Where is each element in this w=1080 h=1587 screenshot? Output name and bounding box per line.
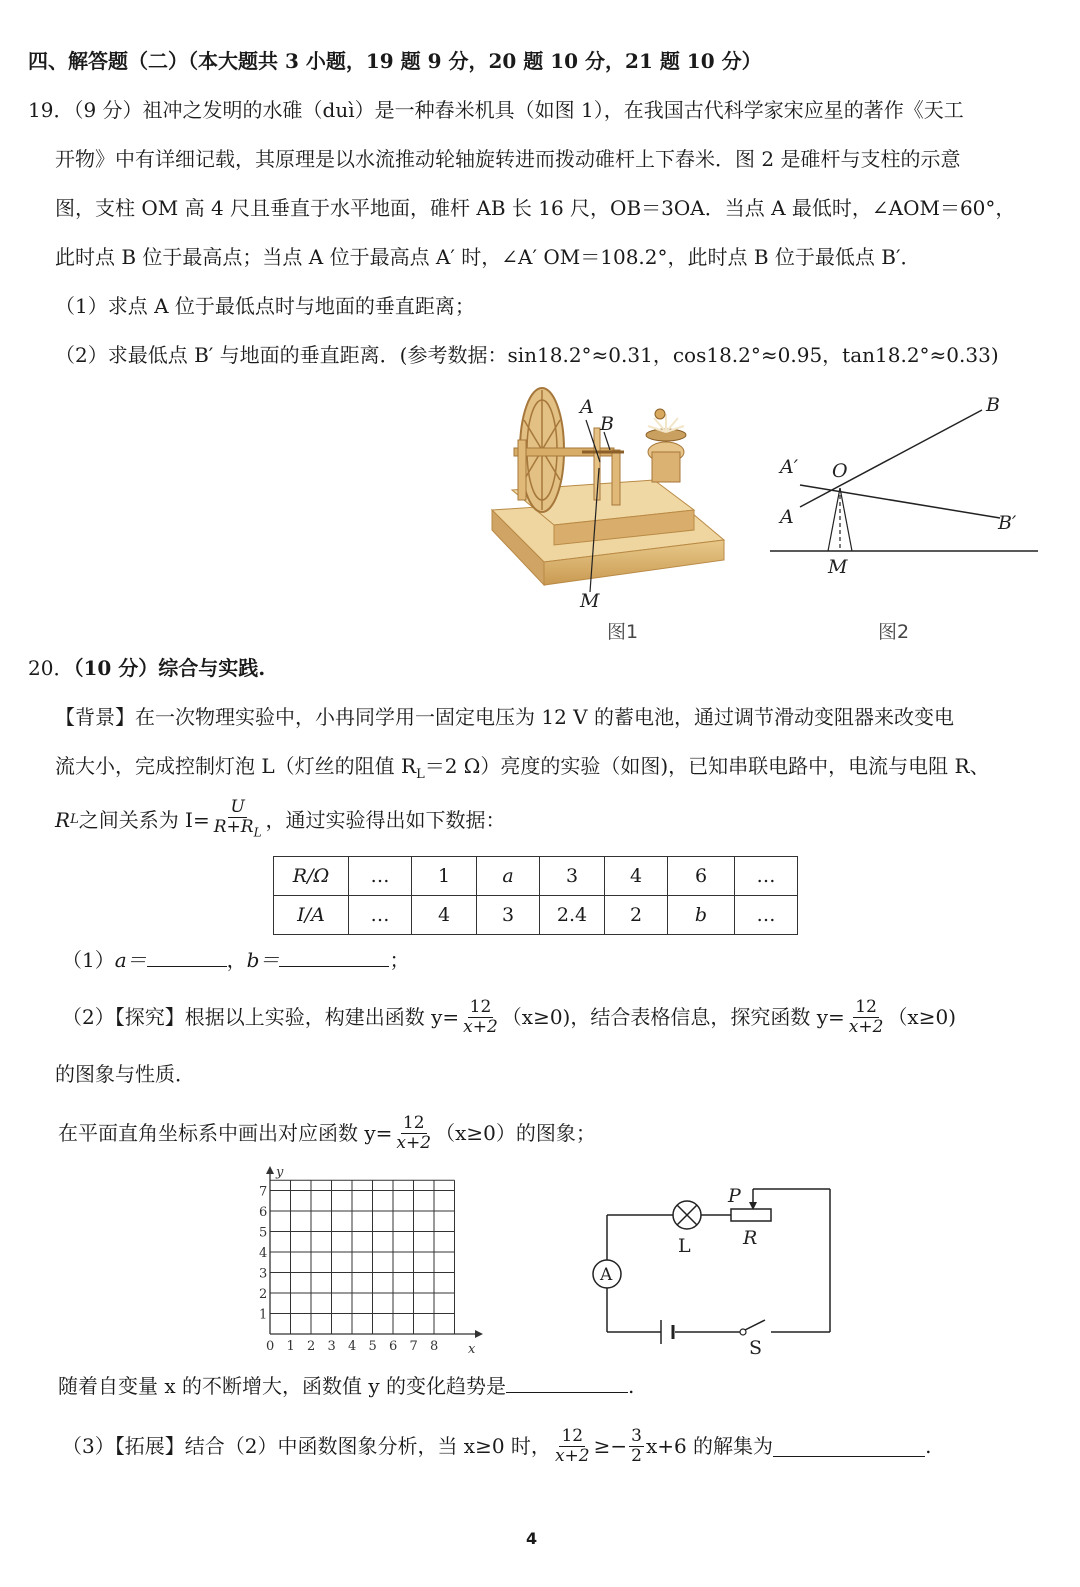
table-row [274, 896, 798, 935]
table-cell: R/Ω [274, 857, 349, 896]
q20-relation-text: 之间关系为 I= [78, 808, 210, 832]
c1-fraction [394, 1114, 433, 1153]
formula-denominator-sub: L [253, 825, 262, 840]
circuit-label-resistor: R [743, 1227, 758, 1249]
grid-x-tick: 8 [430, 1339, 439, 1354]
rod-ab [800, 410, 982, 507]
circuit-label-switch: S [749, 1337, 763, 1359]
answer-blank-b[interactable] [279, 946, 389, 967]
table-cell: 2 [605, 896, 668, 935]
grid-y-tick: 1 [259, 1307, 268, 1323]
q20-part2-line2: 的图象与性质． [55, 1062, 195, 1086]
part3-fraction-2 [629, 1427, 644, 1466]
c1-tail: （x≥0）的图象； [435, 1121, 596, 1145]
c2-text: 随着自变量 x 的不断增大，函数值 y 的变化趋势是 [58, 1374, 507, 1398]
q20-sub-c1 [58, 1108, 596, 1158]
resistor-icon [731, 1209, 771, 1221]
fig2-label-b-prime: B′ [998, 512, 1017, 534]
grid-y-tick: 4 [259, 1246, 268, 1261]
q20-bg-tag: 【背景】 [55, 705, 135, 729]
q20-bg-line3 [55, 795, 506, 845]
q20-relation-tail: ，通过实验得出如下数据： [265, 808, 506, 832]
q20-sub-c2 [58, 1372, 634, 1400]
coordinate-grid[interactable] [250, 1162, 490, 1362]
fig2-label-m: M [828, 556, 848, 578]
table-cell: 3 [477, 896, 540, 935]
table-cell: … [735, 857, 798, 896]
q20-bg-text-2b: ＝2 Ω）亮度的实验（如图)，已知串联电路中，电流与电阻 R、 [424, 754, 990, 778]
part1-prefix: （1） [62, 948, 115, 972]
part1-a-label: a＝ [114, 948, 147, 972]
grid-x-tick: 4 [348, 1339, 357, 1354]
fraction-numerator: 12 [561, 1425, 584, 1446]
q19-line4: 此时点 B 位于最高点；当点 A 位于最高点 A′ 时，∠A′ OM＝108.2°，此时点 B 位于最低点 B′． [55, 245, 921, 269]
fraction-numerator: 12 [469, 996, 492, 1017]
fig1-label-m: M [580, 590, 600, 610]
q20-part2-line1 [62, 992, 956, 1042]
formula-denominator: R+R [213, 816, 254, 837]
table-cell: 4 [605, 857, 668, 896]
part2-tail: （x≥0) [887, 1005, 957, 1029]
q20-rl-sub: L [70, 812, 79, 827]
q19-text-1: 祖冲之发明的水碓（duì）是一种舂米机具（如图 1），在我国古代科学家宋应星的著作《天工 [142, 98, 964, 122]
grid-y-label: y [276, 1165, 284, 1180]
q20-bg-sub-l: L [416, 767, 425, 782]
grid-y-tick: 6 [259, 1205, 268, 1220]
q20-heading-line [28, 654, 265, 682]
q19-score: （9 分） [73, 98, 143, 122]
circuit-label-slider: P [728, 1185, 741, 1207]
fig2-label-a-prime: A′ [780, 456, 799, 478]
table-cell: 6 [668, 857, 735, 896]
grid-y-tick: 3 [259, 1266, 268, 1282]
figure-2-lever-diagram [760, 385, 1050, 585]
grid-x-tick: 3 [327, 1339, 336, 1354]
fraction-numerator: 3 [631, 1425, 642, 1446]
q20-number: 20． [28, 656, 74, 680]
fraction-numerator: 12 [402, 1112, 425, 1133]
part1-end: ； [389, 948, 410, 972]
c1-text: 在平面直角坐标系中画出对应函数 y= [58, 1121, 393, 1145]
part3-prefix: （3）【拓展】结合（2）中函数图象分析，当 x≥0 时， [62, 1434, 551, 1458]
grid-y-tick: 2 [259, 1287, 268, 1302]
part1-separator: ， [226, 948, 247, 972]
circuit-label-ammeter: A [600, 1265, 613, 1285]
fraction-denominator: x+2 [463, 1016, 498, 1037]
fig2-label-o: O [832, 460, 848, 482]
switch-icon [740, 1329, 746, 1335]
table-cell: 4 [412, 896, 477, 935]
y-axis-arrow-icon [266, 1166, 274, 1174]
post-right [840, 488, 852, 551]
part1-b-label: b＝ [246, 948, 280, 972]
grid-x-tick: 1 [286, 1339, 295, 1354]
q20-rl-symbol: R [55, 808, 71, 832]
answer-blank-trend[interactable] [506, 1372, 628, 1393]
q19-line2: 开物》中有详细记载，其原理是以水流推动轮轴旋转进而拨动碓杆上下舂米．图 2 是碓杆与支柱的示意 [55, 147, 961, 171]
part3-end: . [925, 1434, 932, 1458]
table-cell: I/A [274, 896, 349, 935]
q19-line3: 图，支柱 OM 高 4 尺且垂直于水平地面，碓杆 AB 长 16 尺，OB＝3OA．当点 A 最低时，∠AOM＝60°， [55, 196, 1016, 220]
table-cell: 2.4 [540, 896, 605, 935]
table-cell: … [349, 896, 412, 935]
section-title: 四、解答题（二）（本大题共 3 小题，19 题 9 分，20 题 10 分，21 题 10 分） [28, 49, 762, 73]
fraction-denominator: 2 [631, 1445, 642, 1466]
part2-prefix: （2）【探究】根据以上实验，构建出函数 y= [62, 1005, 460, 1029]
part3-tail: x+6 的解集为 [645, 1434, 774, 1458]
q20-part1 [62, 946, 409, 974]
rod-a-prime-b-prime [800, 485, 1000, 518]
page-number: 4 [526, 1529, 538, 1548]
table-cell: … [735, 896, 798, 935]
grid-x-tick: 6 [389, 1339, 398, 1354]
fraction-denominator: x+2 [848, 1016, 884, 1037]
fig2-label-a: A [780, 506, 794, 528]
answer-blank-a[interactable] [147, 946, 227, 967]
fraction-denominator: x+2 [554, 1445, 590, 1466]
table-cell: … [349, 857, 412, 896]
table-cell: 3 [540, 857, 605, 896]
answer-blank-solution-set[interactable] [773, 1436, 925, 1457]
post-left [828, 488, 840, 551]
part2-fraction-1 [461, 998, 500, 1037]
q20-bg-line2 [55, 752, 990, 789]
c2-end: . [628, 1374, 635, 1398]
x-axis-arrow-icon [475, 1330, 483, 1338]
fig1-caption: 图1 [607, 621, 639, 643]
fig2-label-b: B [986, 394, 1000, 416]
circuit-diagram [585, 1180, 845, 1360]
table-cell: a [477, 857, 540, 896]
grid-y-tick: 5 [259, 1225, 268, 1241]
q20-heading: （10 分）综合与实践. [73, 656, 266, 680]
q19-line1 [28, 96, 964, 124]
fraction-numerator: 12 [855, 996, 877, 1017]
fraction-denominator: x+2 [396, 1132, 432, 1153]
q19-sub2: （2）求最低点 B′ 与地面的垂直距离．(参考数据：sin18.2°≈0.31，cos18.2°≈0.95，tan18.2°≈0.33) [55, 343, 999, 367]
table-cell: b [668, 896, 735, 935]
part3-fraction-1 [553, 1427, 592, 1466]
circuit-label-lamp: L [678, 1235, 691, 1257]
table-cell: 1 [412, 857, 477, 896]
q19-sub1: （1）求点 A 位于最低点时与地面的垂直距离； [55, 294, 475, 318]
grid-x-tick: 0 [266, 1339, 275, 1354]
fig1-label-b: B [600, 413, 614, 435]
q19-number: 19． [28, 98, 74, 122]
part2-fraction-2 [847, 998, 886, 1037]
q20-bg-text-2a: 流大小，完成控制灯泡 L（灯丝的阻值 R [55, 754, 417, 778]
grid-x-tick: 5 [368, 1339, 377, 1354]
grid-x-tick: 7 [409, 1339, 418, 1354]
q20-data-table [273, 856, 798, 935]
fig2-caption: 图2 [878, 621, 910, 643]
grid-y-tick: 7 [259, 1184, 268, 1200]
part3-inequality: ≥− [593, 1434, 628, 1458]
q20-ohm-formula [212, 798, 264, 842]
q20-bg-line1 [55, 703, 954, 731]
figure-1-water-mill [484, 380, 734, 610]
table-row [274, 857, 798, 896]
fig1-label-a: A [580, 396, 594, 418]
part2-middle: （x≥0)，结合表格信息，探究函数 y= [501, 1005, 845, 1029]
q20-part3 [62, 1418, 931, 1474]
formula-numerator: U [230, 796, 245, 817]
grid-x-label: x [468, 1342, 476, 1357]
q20-bg-text-1: 在一次物理实验中，小冉同学用一固定电压为 12 V 的蓄电池，通过调节滑动变阻器来改变电 [135, 705, 954, 729]
grid-x-tick: 2 [307, 1339, 316, 1354]
